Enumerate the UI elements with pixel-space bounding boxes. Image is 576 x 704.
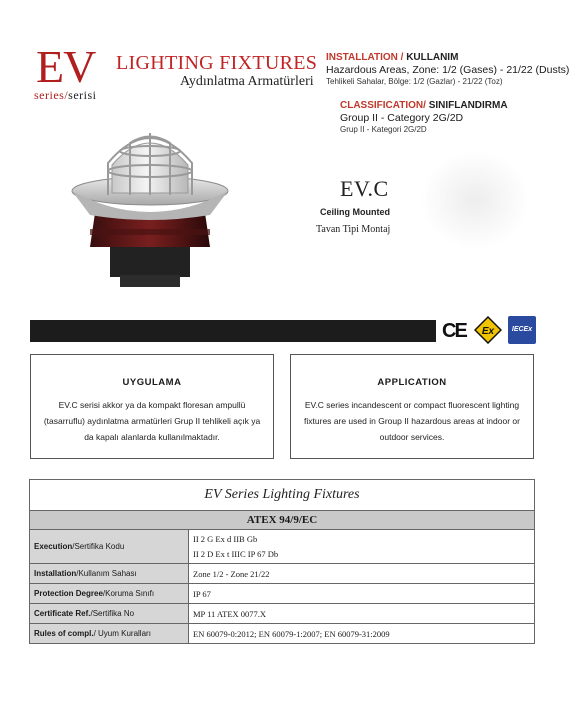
spec-value: EN 60079-0:2012; EN 60079-1:2007; EN 60079-31:2009: [189, 624, 535, 644]
spec-table: [29, 479, 535, 644]
usage-text-tr: EV.C serisi akkor ya da kompakt floresan ampullü (tasarruflu) aydınlatma armatürleri Grup II tehlikeli açık ya da kapalı alanlarda kullanılmaktadır.: [43, 400, 261, 442]
mount-type-tr: Tavan Tipi Montaj: [316, 224, 391, 235]
classification-heading: CLASSIFICATION/ SINIFLANDIRMA: [340, 100, 508, 111]
table-row: [30, 624, 535, 644]
spec-table-caption: EV Series Lighting Fixtures: [30, 480, 535, 511]
svg-text:Ex: Ex: [481, 326, 495, 337]
atex-ex-icon: [474, 316, 502, 344]
mount-type-en: Ceiling Mounted: [320, 207, 390, 217]
spec-value: Zone 1/2 - Zone 21/22: [189, 564, 535, 584]
usage-box-tr: [30, 354, 274, 459]
spec-label: Certificate Ref./Sertifika No: [30, 604, 189, 624]
table-row: [30, 584, 535, 604]
ev-logo: EV: [36, 41, 96, 92]
classification-line-en: Group II - Category 2G/2D: [340, 112, 464, 124]
usage-title-en: APPLICATION: [377, 377, 447, 388]
installation-line-tr: Tehlikeli Sahalar, Bölge: 1/2 (Gazlar) - 21/22 (Toz): [326, 77, 503, 86]
table-row: [30, 564, 535, 584]
spec-label: Protection Degree/Koruma Sınıfı: [30, 584, 189, 604]
background-watermark: [420, 150, 530, 250]
lighting-fixture-image: [60, 125, 260, 300]
table-row: [30, 604, 535, 624]
installation-info: [326, 52, 569, 88]
spec-value: II 2 G Ex d IIB Gb II 2 D Ex t IIIC IP 67 Db: [189, 530, 535, 564]
series-label: series/serisi: [34, 88, 97, 102]
usage-box-en: [290, 354, 534, 459]
installation-line-en: Hazardous Areas, Zone: 1/2 (Gases) - 21/22 (Dusts): [326, 64, 570, 76]
spec-label: Rules of compl./ Uyum Kuralları: [30, 624, 189, 644]
page-title: LIGHTING FIXTURES: [116, 52, 318, 74]
usage-title-tr: UYGULAMA: [122, 377, 182, 388]
spec-label: Installation/Kullanım Sahası: [30, 564, 189, 584]
spec-label: Execution/Sertifika Kodu: [30, 530, 189, 564]
classification-line-tr: Grup II - Kategori 2G/2D: [340, 125, 427, 134]
product-model: EV.C: [340, 176, 389, 201]
page-subtitle: Aydınlatma Armatürleri: [180, 74, 314, 89]
table-row: [30, 530, 535, 564]
spec-value: IP 67: [189, 584, 535, 604]
divider-bar: [30, 320, 436, 342]
installation-heading: INSTALLATION / KULLANIM: [326, 52, 459, 63]
spec-value: MP 11 ATEX 0077.X: [189, 604, 535, 624]
classification-info: [340, 100, 508, 136]
iecex-mark-icon: IECEx: [508, 316, 536, 344]
ce-mark-icon: CE: [442, 320, 466, 342]
spec-table-directive: ATEX 94/9/EC: [30, 511, 535, 530]
usage-text-en: EV.C series incandescent or compact fluorescent lighting fixtures are used in Group II hazardous areas at indoor or outdoor services.: [304, 400, 520, 442]
